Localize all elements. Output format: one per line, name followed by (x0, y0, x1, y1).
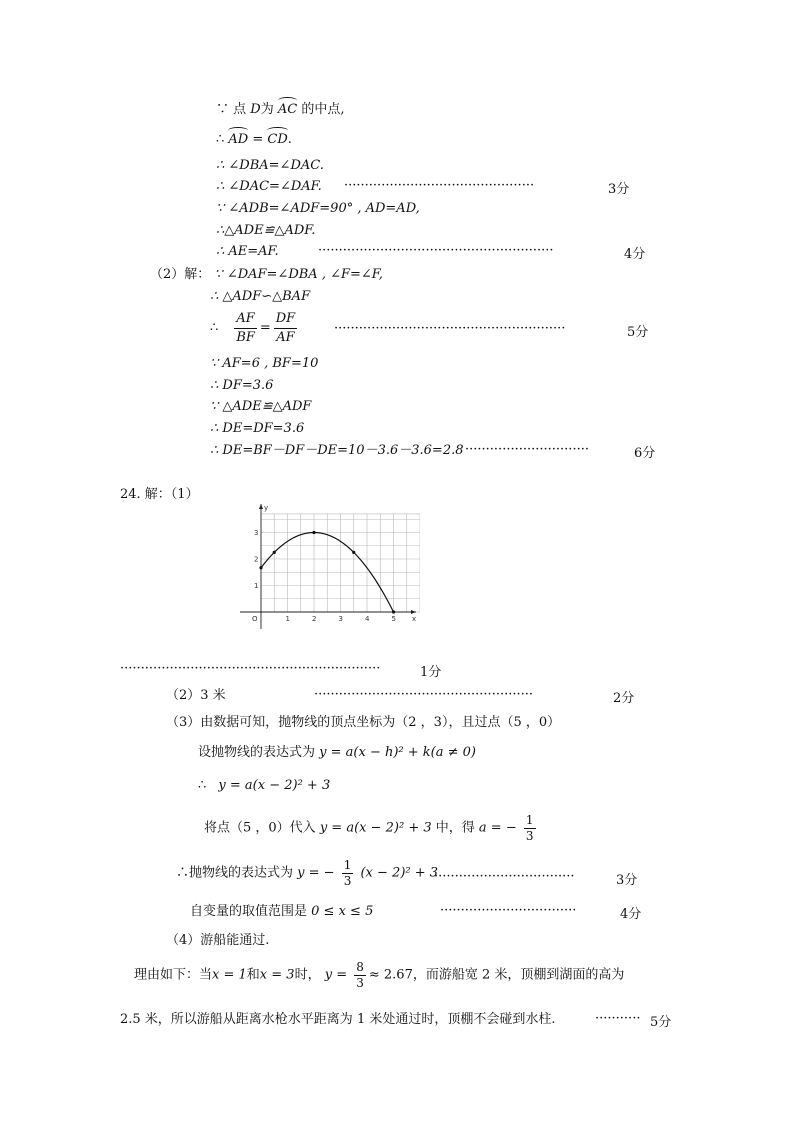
arc-ad: AD (228, 132, 249, 147)
answer-3-domain (190, 903, 373, 921)
text-substitute: 将点（5 ，0）代入 (204, 820, 316, 836)
data-point (312, 531, 315, 534)
leader-dots: ····················································· (314, 687, 534, 702)
leader-dots: ······························ (465, 442, 589, 457)
denominator: 3 (343, 874, 352, 888)
question-24-heading: 24. 解：（1） (120, 487, 199, 502)
text-set-expression: 设抛物线的表达式为 (198, 745, 316, 760)
score-2: 2分 (613, 691, 635, 706)
part2-intro (150, 266, 383, 284)
parabola-expression: (x − 2)² + 3 (360, 865, 439, 881)
parabola-graph (240, 502, 420, 630)
numerator: 8 (356, 960, 364, 974)
data-point (273, 551, 276, 554)
numerator: 1 (525, 813, 534, 827)
arc-ac: AC (277, 102, 298, 117)
answer-3-form (198, 744, 476, 762)
leader-dots: ·············································· (344, 178, 535, 193)
answer-3-solve-a (204, 813, 539, 844)
axes (240, 504, 416, 629)
data-point (392, 610, 395, 613)
leader-dots: ························································ (334, 321, 566, 336)
therefore-symbol: ∴ (198, 778, 207, 793)
answer-2: （2）3 米 (166, 688, 226, 703)
numerator: 1 (343, 858, 352, 872)
x-tick-label: 4 (365, 615, 370, 623)
text-is: 为 (260, 102, 274, 117)
point-d: D (250, 102, 261, 117)
data-point (259, 566, 262, 569)
proof-line-2 (216, 131, 292, 149)
fraction-df-af (274, 310, 297, 347)
text-domain: 自变量的取值范围是 (190, 904, 308, 919)
period: . (287, 132, 292, 147)
fraction-af-bf (234, 310, 256, 347)
y-tick-label: 3 (254, 529, 259, 537)
denominator: 3 (525, 829, 534, 843)
proof-line-7: ∴ AE=AF. (216, 244, 279, 259)
a-equals: a = − (478, 820, 517, 836)
x-tick-label: 3 (338, 615, 343, 623)
therefore-symbol: ∴ (216, 132, 229, 147)
proof-line-1 (216, 101, 345, 119)
y-tick-label: 2 (254, 555, 259, 564)
because-point: ∵ 点 (216, 102, 247, 117)
denominator: BF (236, 330, 255, 345)
text-and: 和 (246, 967, 260, 983)
x-equals-3: x = 3 (259, 967, 295, 983)
similar-triangles: ∴ △ADF∽△BAF (210, 289, 311, 304)
x-axis-arrow (411, 610, 416, 614)
approx-value: ≈ 2.67 (368, 967, 413, 983)
domain-expr: 0 ≤ x ≤ 5 (311, 904, 374, 919)
text-boat-width: ，而游船宽 2 米，顶棚到湖面的高为 (412, 967, 625, 983)
leader-dots: ·································· (434, 869, 575, 884)
y-equals: y = (324, 967, 348, 983)
score-6: 6分 (634, 446, 656, 461)
y-axis-label: y (264, 504, 269, 512)
therefore-symbol: ∴ (210, 320, 219, 336)
answer-3-substituted (198, 777, 330, 795)
leader-dots: ··········· (595, 1011, 641, 1026)
data-point (352, 551, 355, 554)
part2-label: （2）解： (150, 267, 211, 282)
y-tick-label: 1 (254, 582, 259, 590)
vertex-form: y = a(x − h)² + k(a ≠ 0) (319, 745, 476, 760)
congruent-triangles: ∵ △ADE≌△ADF (210, 399, 312, 414)
answer-3-result (176, 858, 438, 889)
leader-dots: ································· (440, 903, 577, 918)
denominator: 3 (356, 976, 364, 990)
text-reason: 理由如下：当 (134, 967, 213, 983)
given-lengths: ∵ AF=6 , BF=10 (210, 356, 319, 371)
y-axis-arrow (259, 504, 263, 509)
answer-4-reason (134, 960, 624, 991)
numerator: DF (274, 310, 297, 329)
fraction-eight-thirds (354, 960, 366, 991)
de-result: ∴ DE=BF－DF－DE=10－3.6－3.6=2.8 (210, 443, 464, 458)
substitute-expr: y = a(x − 2)² + 3 (319, 820, 432, 836)
x-equals-1: x = 1 (212, 967, 247, 983)
x-tick-label: 1 (285, 615, 290, 623)
origin-label: O (252, 615, 258, 623)
text-when: 时， (294, 967, 321, 983)
x-tick-label: 5 (391, 615, 396, 623)
text-get: 中，得 (435, 820, 475, 836)
answer-4-conclusion: 2.5 米，所以游船从距离水枪水平距离为 1 米处通过时，顶棚不会碰到水柱. (120, 1012, 556, 1027)
proof-line-3: ∴ ∠DBA=∠DAC. (216, 158, 324, 173)
ratio-line (210, 310, 300, 347)
text-expression-is: ∴抛物线的表达式为 (176, 865, 294, 881)
part2-given: ∵ ∠DAF=∠DBA , ∠F=∠F, (214, 267, 383, 282)
answer-3-intro: （3）由数据可知，抛物线的顶点坐标为（2 ，3），且过点（5 ，0） (166, 715, 561, 730)
x-axis-label: x (412, 615, 417, 623)
x-tick-label: 2 (312, 615, 317, 623)
fraction-one-third (342, 858, 354, 889)
score-3: 3分 (616, 873, 638, 888)
answer-4-intro: （4）游船能通过. (166, 933, 270, 948)
leader-dots: ························································· (318, 243, 554, 258)
equals-sign: = (259, 320, 271, 336)
score-1: 1分 (420, 665, 442, 680)
score-4: 4分 (620, 907, 642, 922)
tick-labels (252, 504, 416, 623)
vertex-form-filled: y = a(x − 2)² + 3 (218, 778, 331, 793)
de-equals-df: ∴ DE=DF=3.6 (210, 421, 305, 436)
proof-line-6: ∴△ADE≌△ADF. (216, 223, 316, 238)
equals-sign: = (248, 132, 268, 147)
score-5: 5分 (627, 325, 649, 340)
fraction-one-third (524, 813, 536, 844)
leader-dots: ······························································· (120, 661, 381, 676)
proof-line-5: ∵ ∠ADB=∠ADF=90° , AD=AD, (216, 201, 420, 216)
grid-lines (261, 514, 420, 612)
df-value: ∴ DF=3.6 (210, 378, 274, 393)
score-4: 4分 (624, 247, 646, 262)
text-midpoint: 的中点, (301, 102, 345, 117)
score-3: 3分 (608, 182, 630, 197)
numerator: AF (234, 310, 256, 329)
y-equals: y = − (297, 865, 335, 881)
proof-line-4: ∴ ∠DAC=∠DAF. (216, 179, 322, 194)
denominator: AF (276, 330, 295, 345)
score-5: 5分 (650, 1015, 672, 1030)
arc-cd: CD (267, 132, 288, 147)
